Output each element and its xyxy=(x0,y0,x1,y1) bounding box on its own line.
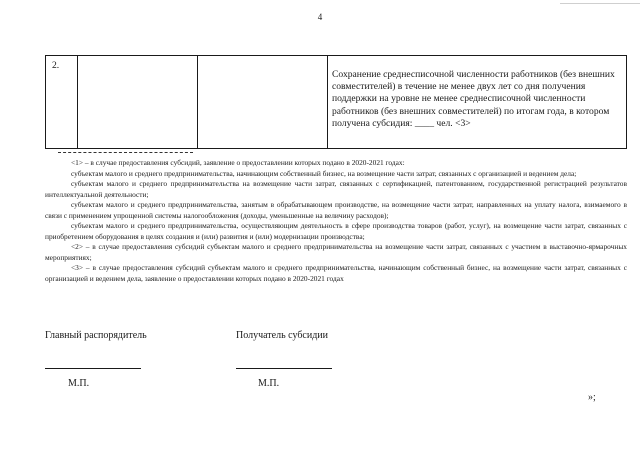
right-signatory-label: Получатель субсидии xyxy=(236,330,328,341)
right-stamp-label: М.П. xyxy=(258,378,280,389)
footnote-3: <3> – в случае предоставления субсидий субъектам малого и среднего предпринимательства, начинающим собственный бизнес, на возмещение части затрат, связанных с организацией и ведением дела, заявление о предоставлении которых подано в 2020-2021 годах xyxy=(45,263,627,283)
page-number: 4 xyxy=(317,12,323,22)
left-stamp-label: М.П. xyxy=(68,378,90,389)
empty-cell xyxy=(78,56,198,149)
top-edge-rule xyxy=(560,3,640,4)
row-number-cell: 2. xyxy=(46,56,78,149)
footnote-1-item: субъектам малого и среднего предпринимательства, осуществляющим деятельность в сфере производства товаров (работ, услуг), на возмещение части затрат, связанных с приобретением оборудования в целях создания и (или) развития и (или) модернизации производства; xyxy=(45,221,627,241)
footnote-1-item: субъектам малого и среднего предпринимательства, занятым в обрабатывающем производстве, на возмещение части затрат, направленных на уплату налога, взимаемого в связи с применением упрощенной системы налогообложения (доходы, уменьшенные на величину расходов); xyxy=(45,200,627,220)
closing-quote: »; xyxy=(588,392,596,403)
footnote-1-item: субъектам малого и среднего предпринимательства, начинающим собственный бизнес, на возмещение части затрат, связанных с организацией и ведением дела; xyxy=(71,168,577,178)
footnote-1-item: субъектам малого и среднего предпринимательства на возмещение части затрат, связанных с сертификацией, патентованием, государственной регистрацией результатов интеллектуальной деятельности; xyxy=(45,179,627,199)
footnote-separator xyxy=(58,152,193,153)
right-signature-line xyxy=(236,368,332,369)
footnote-2: <2> – в случае предоставления субсидий субъектам малого и среднего предпринимательства на возмещение части затрат, связанных с участием в выставочно-ярмарочных мероприятиях; xyxy=(45,242,627,262)
obligation-text-cell: Сохранение среднесписочной численности работников (без внешних совместителей) в течение не менее двух лет со дня получения поддержки на уровне не менее среднесписочной численности работников (без внешних совместителей) по итогам года, в котором получена субсидия: ____ чел. <3> xyxy=(328,56,627,149)
left-signatory-label: Главный распорядитель xyxy=(45,330,147,341)
footnotes xyxy=(45,158,627,284)
table-row xyxy=(46,56,627,149)
footnote-1: <1> – в случае предоставления субсидий, заявление о предоставлении которых подано в 2020-2021 годах: xyxy=(71,158,405,167)
empty-cell xyxy=(198,56,328,149)
left-signature-line xyxy=(45,368,141,369)
obligations-table xyxy=(45,55,627,149)
